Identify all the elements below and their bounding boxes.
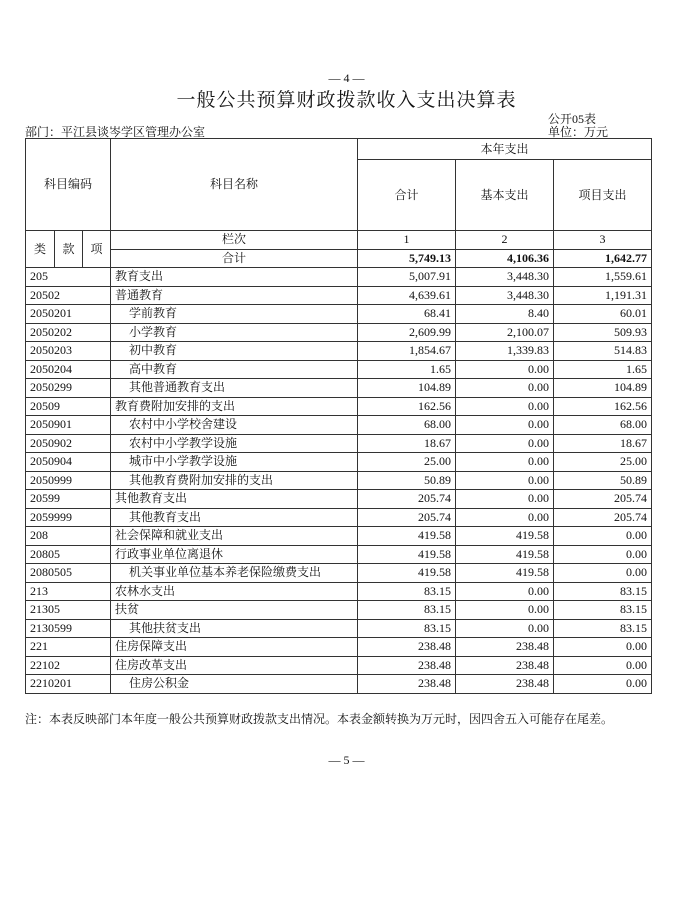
row-project: 83.15: [554, 601, 652, 620]
row-basic: 0.00: [456, 619, 554, 638]
row-basic: 1,339.83: [456, 342, 554, 361]
header-xiang: 项: [83, 231, 111, 268]
row-total: 238.48: [358, 638, 456, 657]
row-code: 2050203: [26, 342, 111, 361]
row-project: 1,191.31: [554, 286, 652, 305]
row-project: 0.00: [554, 545, 652, 564]
row-total: 68.41: [358, 305, 456, 324]
row-code: 205: [26, 268, 111, 287]
row-name: 行政事业单位离退休: [111, 545, 358, 564]
row-basic: 419.58: [456, 564, 554, 583]
row-basic: 0.00: [456, 416, 554, 435]
row-project: 68.00: [554, 416, 652, 435]
row-project: 25.00: [554, 453, 652, 472]
row-total: 2,609.99: [358, 323, 456, 342]
row-project: 0.00: [554, 564, 652, 583]
header-year-expenditure: 本年支出: [358, 139, 652, 160]
row-project: 18.67: [554, 434, 652, 453]
row-code: 21305: [26, 601, 111, 620]
row-basic: 0.00: [456, 434, 554, 453]
row-basic: 0.00: [456, 582, 554, 601]
row-basic: 0.00: [456, 453, 554, 472]
row-basic: 8.40: [456, 305, 554, 324]
unit-label: 单位：万元: [548, 125, 609, 139]
col-number-1: 1: [358, 231, 456, 250]
row-name: 农村中小学教学设施: [111, 434, 358, 453]
row-basic: 419.58: [456, 545, 554, 564]
row-code: 2050904: [26, 453, 111, 472]
header-basic: 基本支出: [456, 160, 554, 231]
row-basic: 0.00: [456, 379, 554, 398]
table-row: [26, 564, 652, 583]
table-row: [26, 416, 652, 435]
row-name: 住房公积金: [111, 675, 358, 694]
row-name: 其他扶贫支出: [111, 619, 358, 638]
header-kuan: 款: [55, 231, 83, 268]
row-name: 扶贫: [111, 601, 358, 620]
row-code: 2130599: [26, 619, 111, 638]
row-code: 2080505: [26, 564, 111, 583]
row-total: 83.15: [358, 619, 456, 638]
row-total: 238.48: [358, 656, 456, 675]
row-total: 419.58: [358, 527, 456, 546]
row-basic: 2,100.07: [456, 323, 554, 342]
row-basic: 0.00: [456, 490, 554, 509]
row-code: 20805: [26, 545, 111, 564]
row-total: 419.58: [358, 545, 456, 564]
row-total: 1,854.67: [358, 342, 456, 361]
form-number: 公开05表: [548, 112, 597, 126]
budget-table: [25, 138, 652, 694]
row-total: 4,639.61: [358, 286, 456, 305]
row-basic: 419.58: [456, 527, 554, 546]
table-row: [26, 397, 652, 416]
department-label: 部门：平江县谈岑学区管理办公室: [25, 125, 206, 139]
header-project: 项目支出: [554, 160, 652, 231]
row-total: 1.65: [358, 360, 456, 379]
row-total: 162.56: [358, 397, 456, 416]
row-name: 农林水支出: [111, 582, 358, 601]
row-basic: 238.48: [456, 675, 554, 694]
row-total: 83.15: [358, 601, 456, 620]
table-row: [26, 601, 652, 620]
row-name: 其他教育费附加安排的支出: [111, 471, 358, 490]
table-row: [26, 286, 652, 305]
row-name: 社会保障和就业支出: [111, 527, 358, 546]
header-total: 合计: [358, 160, 456, 231]
table-row: [26, 656, 652, 675]
header-lanci: 栏次: [111, 231, 358, 250]
table-row: [26, 379, 652, 398]
col-number-3: 3: [554, 231, 652, 250]
row-total: 50.89: [358, 471, 456, 490]
row-basic: 238.48: [456, 638, 554, 657]
row-total: 18.67: [358, 434, 456, 453]
row-name: 小学教育: [111, 323, 358, 342]
table-row: [26, 490, 652, 509]
row-name: 城市中小学教学设施: [111, 453, 358, 472]
row-name: 农村中小学校舍建设: [111, 416, 358, 435]
row-total: 238.48: [358, 675, 456, 694]
row-name: 教育费附加安排的支出: [111, 397, 358, 416]
sum-label: 合计: [111, 249, 358, 268]
row-basic: 0.00: [456, 508, 554, 527]
table-row: [26, 545, 652, 564]
table-row: [26, 471, 652, 490]
row-project: 50.89: [554, 471, 652, 490]
row-total: 5,007.91: [358, 268, 456, 287]
row-basic: 3,448.30: [456, 268, 554, 287]
row-total: 205.74: [358, 490, 456, 509]
sum-total: 5,749.13: [358, 249, 456, 268]
row-project: 83.15: [554, 619, 652, 638]
row-name: 教育支出: [111, 268, 358, 287]
row-code: 20599: [26, 490, 111, 509]
table-row: [26, 508, 652, 527]
row-total: 205.74: [358, 508, 456, 527]
row-project: 509.93: [554, 323, 652, 342]
row-code: 221: [26, 638, 111, 657]
row-total: 419.58: [358, 564, 456, 583]
table-row: [26, 527, 652, 546]
table-row: [26, 342, 652, 361]
sum-project: 1,642.77: [554, 249, 652, 268]
row-code: 208: [26, 527, 111, 546]
row-name: 其他普通教育支出: [111, 379, 358, 398]
row-total: 68.00: [358, 416, 456, 435]
table-row: [26, 323, 652, 342]
row-name: 高中教育: [111, 360, 358, 379]
row-code: 2050201: [26, 305, 111, 324]
row-project: 514.83: [554, 342, 652, 361]
header-code: 科目编码: [26, 139, 111, 231]
row-project: 1.65: [554, 360, 652, 379]
row-project: 60.01: [554, 305, 652, 324]
sum-basic: 4,106.36: [456, 249, 554, 268]
row-basic: 0.00: [456, 397, 554, 416]
header-lei: 类: [26, 231, 55, 268]
row-code: 20509: [26, 397, 111, 416]
row-code: 2050902: [26, 434, 111, 453]
page-number-top: — 4 —: [328, 71, 365, 85]
row-code: 213: [26, 582, 111, 601]
row-name: 其他教育支出: [111, 508, 358, 527]
row-basic: 0.00: [456, 601, 554, 620]
row-total: 25.00: [358, 453, 456, 472]
row-project: 0.00: [554, 675, 652, 694]
table-row: [26, 453, 652, 472]
row-basic: 3,448.30: [456, 286, 554, 305]
row-total: 83.15: [358, 582, 456, 601]
row-name: 住房改革支出: [111, 656, 358, 675]
row-name: 机关事业单位基本养老保险缴费支出: [111, 564, 358, 583]
table-row: [26, 675, 652, 694]
row-project: 162.56: [554, 397, 652, 416]
row-project: 205.74: [554, 508, 652, 527]
row-name: 普通教育: [111, 286, 358, 305]
table-row: [26, 638, 652, 657]
row-name: 其他教育支出: [111, 490, 358, 509]
row-code: 2050999: [26, 471, 111, 490]
row-code: 20502: [26, 286, 111, 305]
row-code: 2050901: [26, 416, 111, 435]
row-project: 1,559.61: [554, 268, 652, 287]
row-code: 2050299: [26, 379, 111, 398]
table-row: [26, 360, 652, 379]
row-project: 205.74: [554, 490, 652, 509]
row-project: 0.00: [554, 527, 652, 546]
row-code: 2050202: [26, 323, 111, 342]
row-code: 2050204: [26, 360, 111, 379]
table-row: [26, 305, 652, 324]
row-basic: 0.00: [456, 360, 554, 379]
row-project: 0.00: [554, 638, 652, 657]
page-number-bottom: — 5 —: [328, 753, 365, 767]
row-name: 学前教育: [111, 305, 358, 324]
table-row: [26, 582, 652, 601]
row-project: 104.89: [554, 379, 652, 398]
row-code: 2210201: [26, 675, 111, 694]
header-name: 科目名称: [111, 139, 358, 231]
row-total: 104.89: [358, 379, 456, 398]
row-code: 22102: [26, 656, 111, 675]
row-project: 83.15: [554, 582, 652, 601]
table-row: [26, 619, 652, 638]
row-name: 住房保障支出: [111, 638, 358, 657]
row-project: 0.00: [554, 656, 652, 675]
table-row: [26, 434, 652, 453]
row-basic: 238.48: [456, 656, 554, 675]
col-number-2: 2: [456, 231, 554, 250]
row-name: 初中教育: [111, 342, 358, 361]
footnote: 注：本表反映部门本年度一般公共预算财政拨款支出情况。本表金额转换为万元时，因四舍五入可能存在尾差。: [25, 712, 614, 726]
row-code: 2059999: [26, 508, 111, 527]
row-basic: 0.00: [456, 471, 554, 490]
page-title: 一般公共预算财政拨款收入支出决算表: [176, 90, 517, 111]
table-row: [26, 268, 652, 287]
